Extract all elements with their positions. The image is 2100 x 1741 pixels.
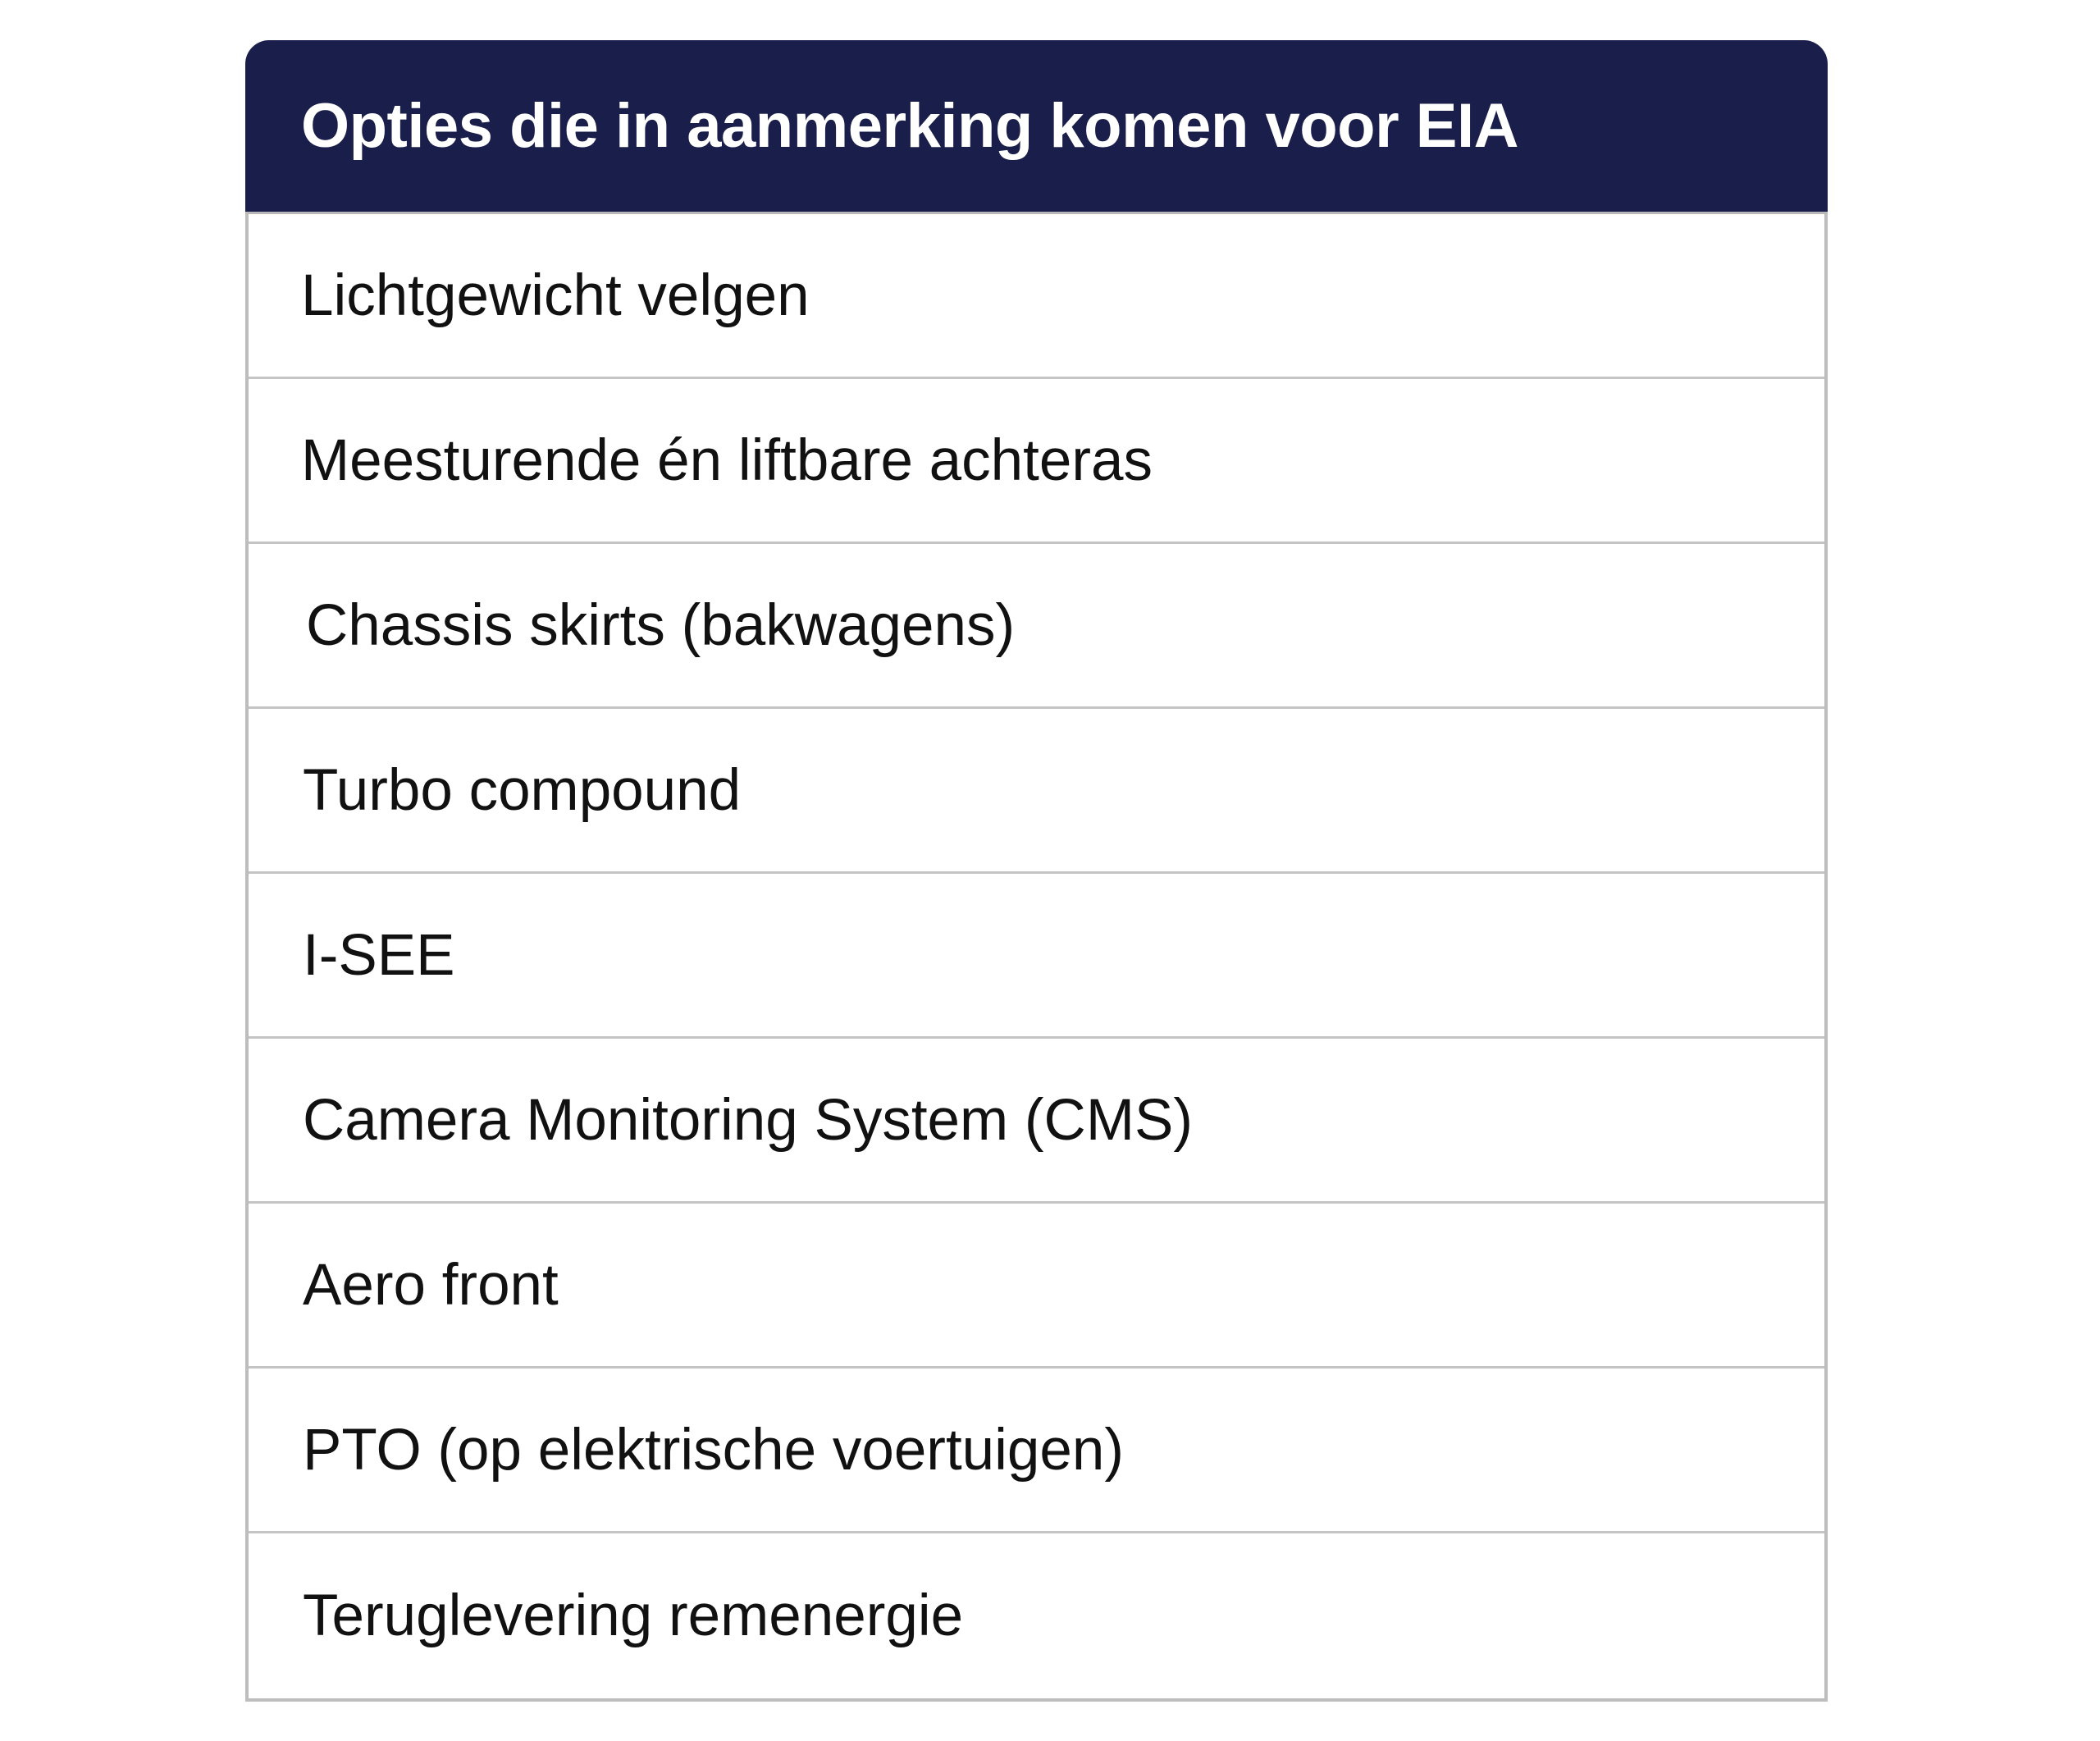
row-label-i-see: I-SEE (303, 922, 455, 988)
table-body (245, 214, 1828, 1702)
table-row (249, 1533, 1824, 1698)
table-row (249, 1039, 1824, 1204)
row-label-pto: PTO (op elektrische voertuigen) (303, 1417, 1125, 1483)
table-row (249, 1369, 1824, 1533)
table-row (249, 709, 1824, 874)
row-label-meesturende-achteras: Meesturende én liftbare achteras (301, 427, 1153, 493)
table-row (249, 544, 1824, 709)
row-label-aero-front: Aero front (303, 1252, 559, 1318)
row-label-camera-monitoring-system: Camera Monitoring System (CMS) (303, 1087, 1193, 1153)
table-row (249, 874, 1824, 1039)
row-label-turbo-compound: Turbo compound (303, 757, 742, 823)
table-title: Opties die in aanmerking komen voor EIA (301, 91, 1518, 161)
table-header (245, 40, 1828, 214)
eia-options-table (245, 40, 1828, 1702)
row-label-chassis-skirts: Chassis skirts (bakwagens) (306, 592, 1016, 658)
table-row (249, 1204, 1824, 1369)
row-label-lichtgewicht-velgen: Lichtgewicht velgen (301, 263, 810, 328)
table-row (249, 214, 1824, 379)
row-label-teruglevering-remenergie: Teruglevering remenergie (303, 1583, 964, 1648)
table-row (249, 379, 1824, 544)
